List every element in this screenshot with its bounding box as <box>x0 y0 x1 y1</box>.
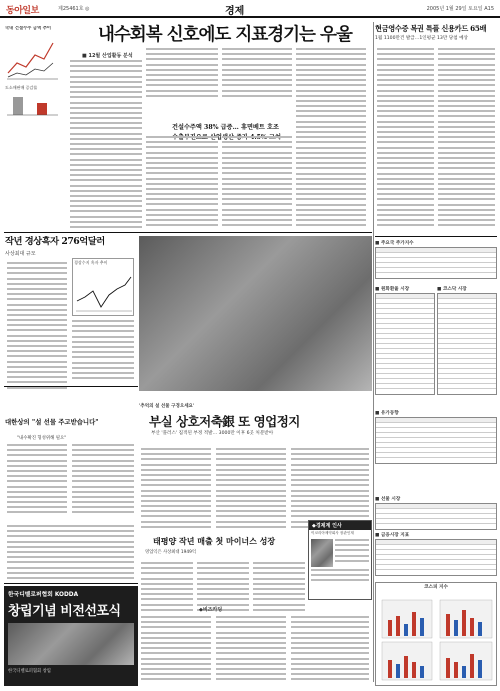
divider-left-lower <box>4 583 138 584</box>
lead-body-col1 <box>70 60 142 231</box>
photo-caption-title: '추억의 설 선물 구경오세요' <box>139 404 195 409</box>
issue-number: 제25461호 ◎ <box>58 6 90 12</box>
biz-brief-col2 <box>216 616 286 683</box>
divider-top <box>4 232 372 233</box>
lead-body-col2b <box>146 136 218 229</box>
market-h1: ■ 주요국 주가지수 <box>375 241 414 246</box>
trade-body-col2 <box>72 320 134 382</box>
chart-title: 국내 건설수주 금액 추이 <box>5 26 51 31</box>
receipt-body-col2 <box>438 48 495 230</box>
taeyoung-kicker: 영업익은 사상최대 1949억 <box>145 550 197 555</box>
kospi-bar-chart <box>376 590 497 685</box>
section-title: 경제 <box>225 6 245 17</box>
lead-headline: 내수회복 신호에도 지표경기는 우울 <box>98 25 352 45</box>
photo-caption <box>139 392 372 410</box>
market-oil <box>375 410 497 465</box>
savings-body-col1 <box>141 448 211 531</box>
newspaper-logo: 동아일보 <box>6 6 39 16</box>
savings-bank-article <box>139 414 372 444</box>
market-h3: ■ 코스닥 시장 <box>437 287 467 292</box>
market-finance <box>375 532 497 578</box>
taeyoung-article <box>139 536 304 556</box>
page-date: 2005년 1월 29일 토요일 A15 <box>426 6 494 12</box>
receipt-subhead: 1월 1100만건 발급…1인평균 13만 당첨 예상 <box>375 36 468 41</box>
people-title: ◆경제계 인사 <box>309 521 371 530</box>
biz-brief-col1 <box>141 616 211 683</box>
market-h2: ■ 원화환율 시장 <box>375 287 410 292</box>
retail-bar-chart <box>5 91 60 118</box>
receipt-body-col1 <box>377 48 434 230</box>
savings-headline: 부실 상호저축銀 또 영업정지 <box>149 414 300 429</box>
kodda-title: 한국디벨로퍼협회 KODDA <box>8 592 79 598</box>
lead-body-col4 <box>296 48 366 230</box>
lead-body-col3b <box>222 136 292 229</box>
trade-chart-title: 경상수지 흑자 추이 <box>74 260 108 265</box>
divider-market <box>375 236 497 237</box>
daehan-body-col1 <box>7 444 67 517</box>
daehan-kicker: "내수확진 형성위해 필요" <box>17 436 67 441</box>
kodda-photo <box>8 623 134 665</box>
person-photo <box>311 539 333 567</box>
market-fx <box>375 286 435 406</box>
taeyoung-headline: 태평양 작년 매출 첫 마이너스 성장 <box>153 536 276 546</box>
biz-brief-title: ◆비즈카딩 <box>199 607 223 613</box>
daehan-headline: 대한상의 "설 선물 주고받습니다" <box>5 418 99 426</box>
lead-body-col3 <box>222 48 292 100</box>
trade-kicker: 사상최대 규모 <box>5 251 36 257</box>
market-h5: ■ 선물 시장 <box>375 497 401 502</box>
lead-subhead-1: 건설수주액 38% 급증… 휴면베트 호조 <box>172 124 279 131</box>
trade-body-col1 <box>7 262 67 392</box>
kodda-subtitle: 한국디벨로퍼협회 창립 <box>8 669 51 674</box>
market-futures <box>375 496 497 536</box>
market-h7: 코스피 지수 <box>424 585 448 590</box>
trade-chart <box>72 258 134 316</box>
lead-kicker: ■ 12월 산업활동 분석 <box>82 53 133 59</box>
market-h4: ■ 유가동향 <box>375 411 399 416</box>
market-h6: ■ 금융시장 지표 <box>375 533 410 538</box>
trade-line-chart <box>73 267 134 315</box>
savings-subhead: 부산 '플러스' 집적된 부정 적발… 3000만 이후 6곳 처분받아 <box>151 431 274 436</box>
construction-line-chart <box>5 33 60 81</box>
market-photo <box>139 236 372 391</box>
construction-chart <box>5 26 60 118</box>
savings-body-col2 <box>216 448 286 531</box>
market-kospi-chart <box>375 582 497 686</box>
market-stock-index <box>375 240 497 282</box>
biz-brief-col3 <box>291 616 369 683</box>
chart-sublabel: 도소매판매 증감률 <box>5 85 38 90</box>
people-box <box>308 520 372 600</box>
divider-right-col <box>373 22 374 682</box>
kodda-ad <box>4 586 138 686</box>
lead-body-col2 <box>146 48 218 100</box>
kodda-banner: 창립기념 비전선포식 <box>8 604 121 619</box>
daehan-body-col3 <box>7 525 134 582</box>
receipt-headline: 현금영수증 복권 특플 신용카드 65배 <box>375 24 487 33</box>
people-subtitle: 이코리아제약회사 장관인재 <box>311 531 354 535</box>
masthead <box>0 0 500 18</box>
market-kosdaq <box>437 286 497 406</box>
savings-body-col3 <box>291 448 369 531</box>
trade-headline: 작년 경상흑자 276억달러 <box>5 236 105 247</box>
divider-mid <box>4 386 138 387</box>
daehan-body-col2 <box>72 444 134 517</box>
